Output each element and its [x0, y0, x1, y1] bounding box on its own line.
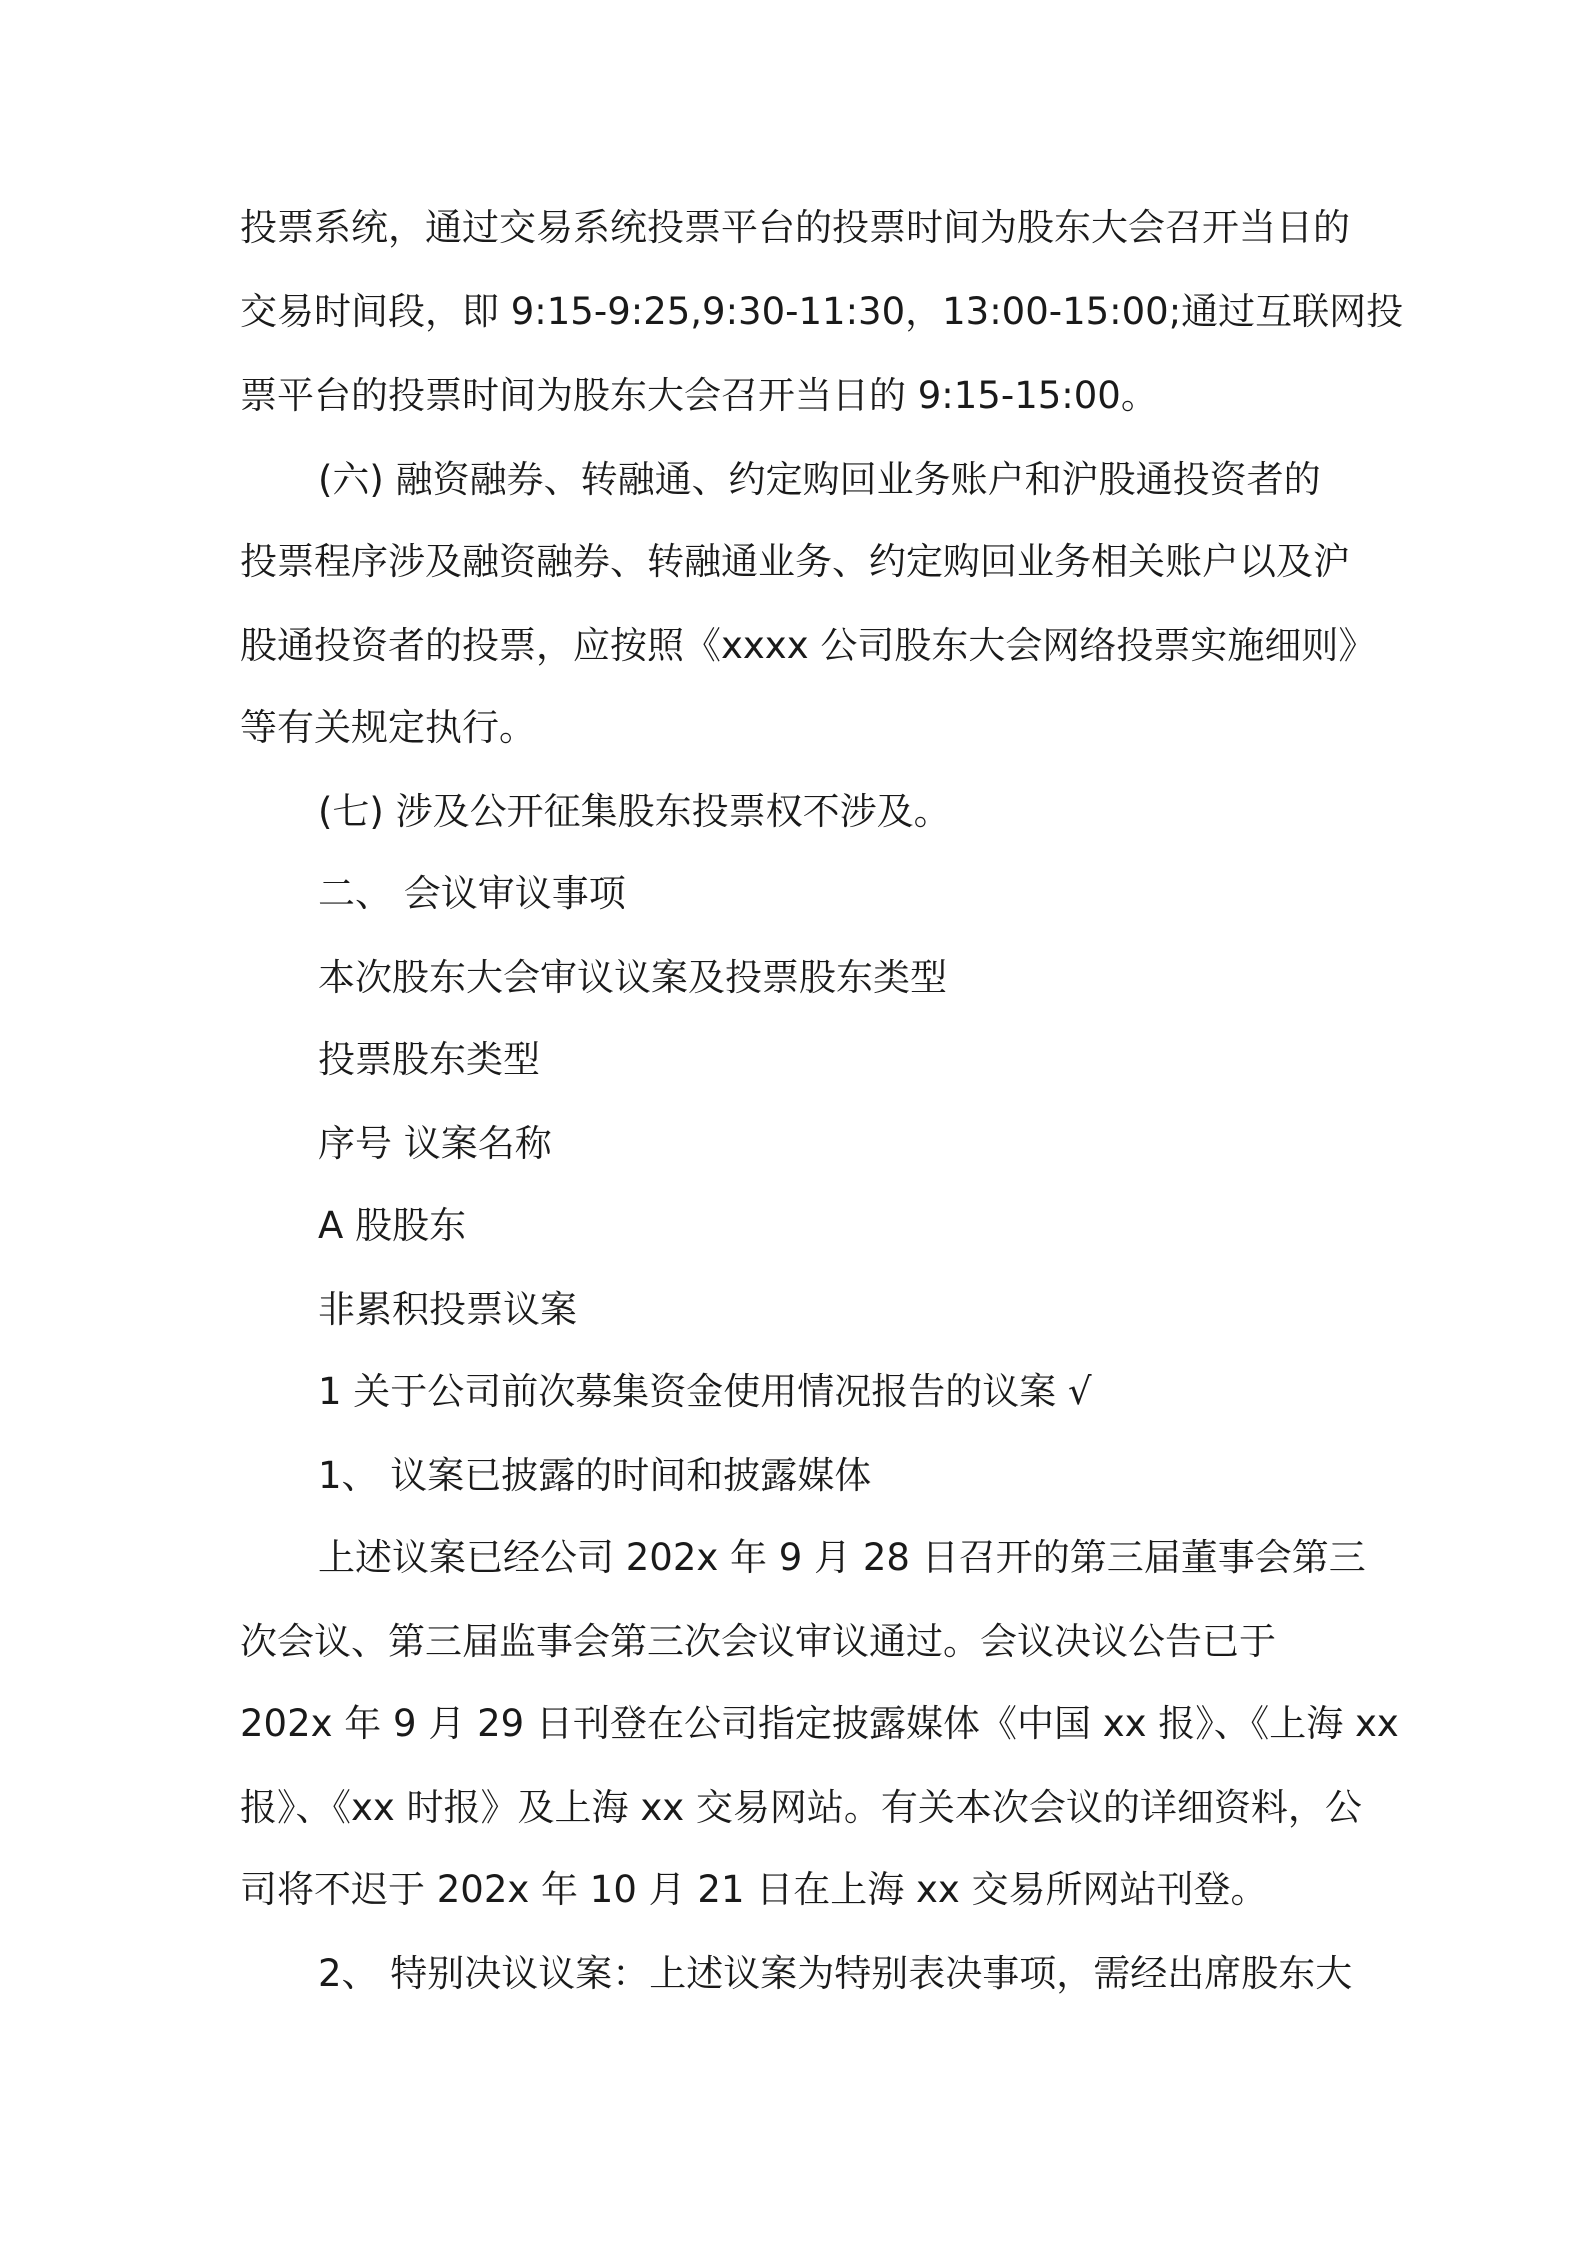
- body-line: 本次股东大会审议议案及投票股东类型: [318, 956, 947, 999]
- section-two-heading: 二、 会议审议事项: [318, 872, 626, 915]
- body-line: A 股股东: [318, 1204, 467, 1247]
- body-line: 股通投资者的投票，应按照《xxxx 公司股东大会网络投票实施细则》: [240, 624, 1376, 667]
- body-line: 等有关规定执行。: [240, 706, 536, 749]
- body-line: 序号 议案名称: [318, 1122, 552, 1165]
- body-line: 上述议案已经公司 202x 年 9 月 28 日召开的第三届董事会第三: [318, 1536, 1366, 1579]
- body-line: 非累积投票议案: [318, 1288, 577, 1331]
- body-line: 投票股东类型: [318, 1038, 540, 1081]
- body-line: 202x 年 9 月 29 日刊登在公司指定披露媒体《中国 xx 报》、《上海 xx: [240, 1702, 1399, 1745]
- body-line: 司将不迟于 202x 年 10 月 21 日在上海 xx 交易所网站刊登。: [240, 1868, 1268, 1911]
- body-line: 交易时间段，即 9:15-9:25,9:30-11:30，13:00-15:00;通过互联网投: [240, 290, 1404, 333]
- proposal-item: 1 关于公司前次募集资金使用情况报告的议案 √: [318, 1370, 1092, 1413]
- section-six-heading: (六) 融资融券、转融通、约定购回业务账户和沪股通投资者的: [318, 458, 1321, 501]
- subsection-heading: 1、 议案已披露的时间和披露媒体: [318, 1454, 872, 1497]
- subsection-heading: 2、 特别决议议案：上述议案为特别表决事项，需经出席股东大: [318, 1952, 1353, 1995]
- body-line: 投票系统，通过交易系统投票平台的投票时间为股东大会召开当日的: [240, 206, 1350, 249]
- body-line: 次会议、第三届监事会第三次会议审议通过。会议决议公告已于: [240, 1620, 1276, 1663]
- body-line: 报》、《xx 时报》及上海 xx 交易网站。有关本次会议的详细资料，公: [240, 1786, 1362, 1829]
- section-seven-heading: (七) 涉及公开征集股东投票权不涉及。: [318, 790, 951, 833]
- body-line: 投票程序涉及融资融券、转融通业务、约定购回业务相关账户以及沪: [240, 540, 1350, 583]
- body-line: 票平台的投票时间为股东大会召开当日的 9:15-15:00。: [240, 374, 1158, 417]
